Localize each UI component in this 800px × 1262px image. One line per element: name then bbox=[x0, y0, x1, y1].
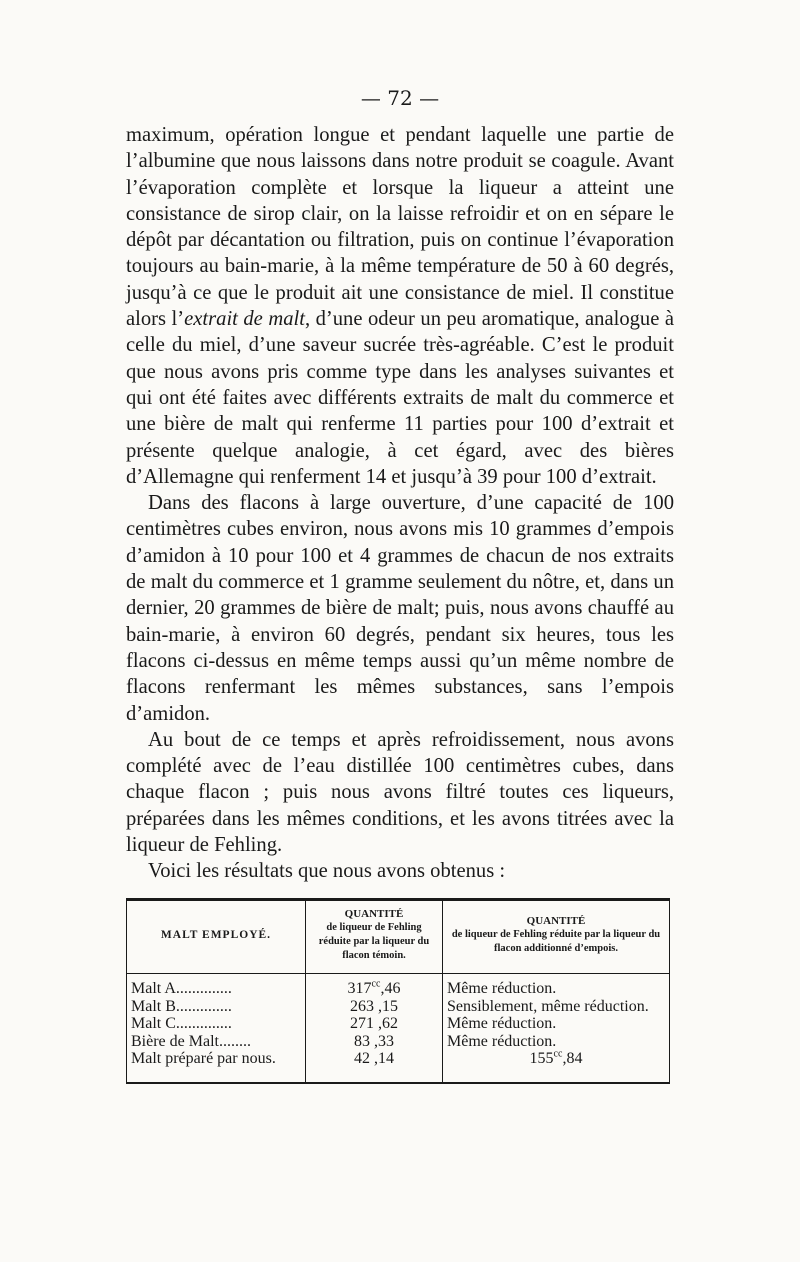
cell-quantity-control: $317^{cc},46$ bbox=[306, 980, 443, 998]
results-table bbox=[126, 898, 670, 1084]
cell-malt: Malt B.............. bbox=[127, 998, 306, 1016]
cell-quantity-starch: Même réduction. bbox=[443, 980, 670, 998]
table-row bbox=[127, 998, 670, 1016]
cell-quantity-starch: Sensiblement, même réduction. bbox=[443, 998, 670, 1016]
header-quantity-starch: QUANTITÉ de liqueur de Fehling réduite par la liqueur du flacon additionné d’empois. bbox=[443, 900, 670, 974]
cell-malt: Malt préparé par nous. bbox=[127, 1050, 306, 1083]
cell-malt: Malt C.............. bbox=[127, 1015, 306, 1033]
cell-quantity-starch: Même réduction. bbox=[443, 1015, 670, 1033]
header-malt: MALT EMPLOYÉ. bbox=[127, 900, 306, 974]
paragraph: Au bout de ce temps et après refroidissement, nous avons complété avec de l’eau distillée 100 centimètres cubes, dans chaque flacon ; puis nous avons filtré toutes ces liqueurs, préparées dans les mêmes conditions, et les avons titrées avec la liqueur de Fehling. bbox=[126, 728, 674, 857]
cell-quantity-control: 83 ,33 bbox=[306, 1033, 443, 1051]
table-row bbox=[127, 980, 670, 998]
cell-quantity-control: 42 ,14 bbox=[306, 1050, 443, 1083]
paragraph: maximum, opération longue et pendant laquelle une partie de l’albumine que nous laissons dans notre produit se coagule. Avant l’évaporation complète et lorsque la liqueur a atteint une consistance de sirop clair, on la laisse refroidir et on en sépare le dépôt par décantation ou filtration, puis on continue l’évaporation toujours au bain-marie, à la même température de 50 à 60 degrés, jusqu’à ce que le produit ait une consistance de miel. Il constitue alors l’extrait de malt, d’une odeur un peu aromatique, analogue à celle du miel, d’une saveur sucrée très-agréable. C’est le produit que nous avons pris comme type dans les analyses suivantes et qui ont été faites avec différents extraits de malt du commerce et une bière de malt qui renferme 11 parties pour 100 d’extrait et présente quelque analogie, à cet égard, avec des bières d’Allemagne qui renferment 14 et jusqu’à 39 pour 100 d’extrait. bbox=[126, 124, 675, 488]
body-text bbox=[126, 122, 674, 885]
table-row bbox=[127, 1015, 670, 1033]
table-row bbox=[127, 1033, 670, 1051]
table-header-row bbox=[127, 900, 670, 974]
cell-quantity-control: 271 ,62 bbox=[306, 1015, 443, 1033]
header-quantity-control: QUANTITÉ de liqueur de Fehling réduite par la liqueur du flacon témoin. bbox=[306, 900, 443, 974]
cell-malt: Bière de Malt........ bbox=[127, 1033, 306, 1051]
paragraph: Dans des flacons à large ouverture, d’une capacité de 100 centimètres cubes environ, nous avons mis 10 grammes d’empois d’amidon à 10 pour 100 et 4 grammes de chacun de nos extraits de malt du commerce et 1 gramme seulement du nôtre, et, dans un dernier, 20 grammes de bière de malt; puis, nous avons chauffé au bain-marie, à environ 60 degrés, pendant six heures, tous les flacons ci-dessus en même temps aussi qu’un même nombre de flacons renfermant les mêmes substances, sans l’empois d’amidon. bbox=[126, 492, 674, 725]
page-number: — 72 — bbox=[360, 86, 440, 110]
paragraph: Voici les résultats que nous avons obtenus : bbox=[148, 860, 506, 883]
cell-malt: Malt A.............. bbox=[127, 980, 306, 998]
cell-quantity-starch: Même réduction. bbox=[443, 1033, 670, 1051]
italic-term: extrait de malt bbox=[184, 308, 305, 331]
cell-quantity-starch: $155^{cc},84$ bbox=[443, 1050, 670, 1083]
table-row bbox=[127, 1050, 670, 1083]
cell-quantity-control: 263 ,15 bbox=[306, 998, 443, 1016]
